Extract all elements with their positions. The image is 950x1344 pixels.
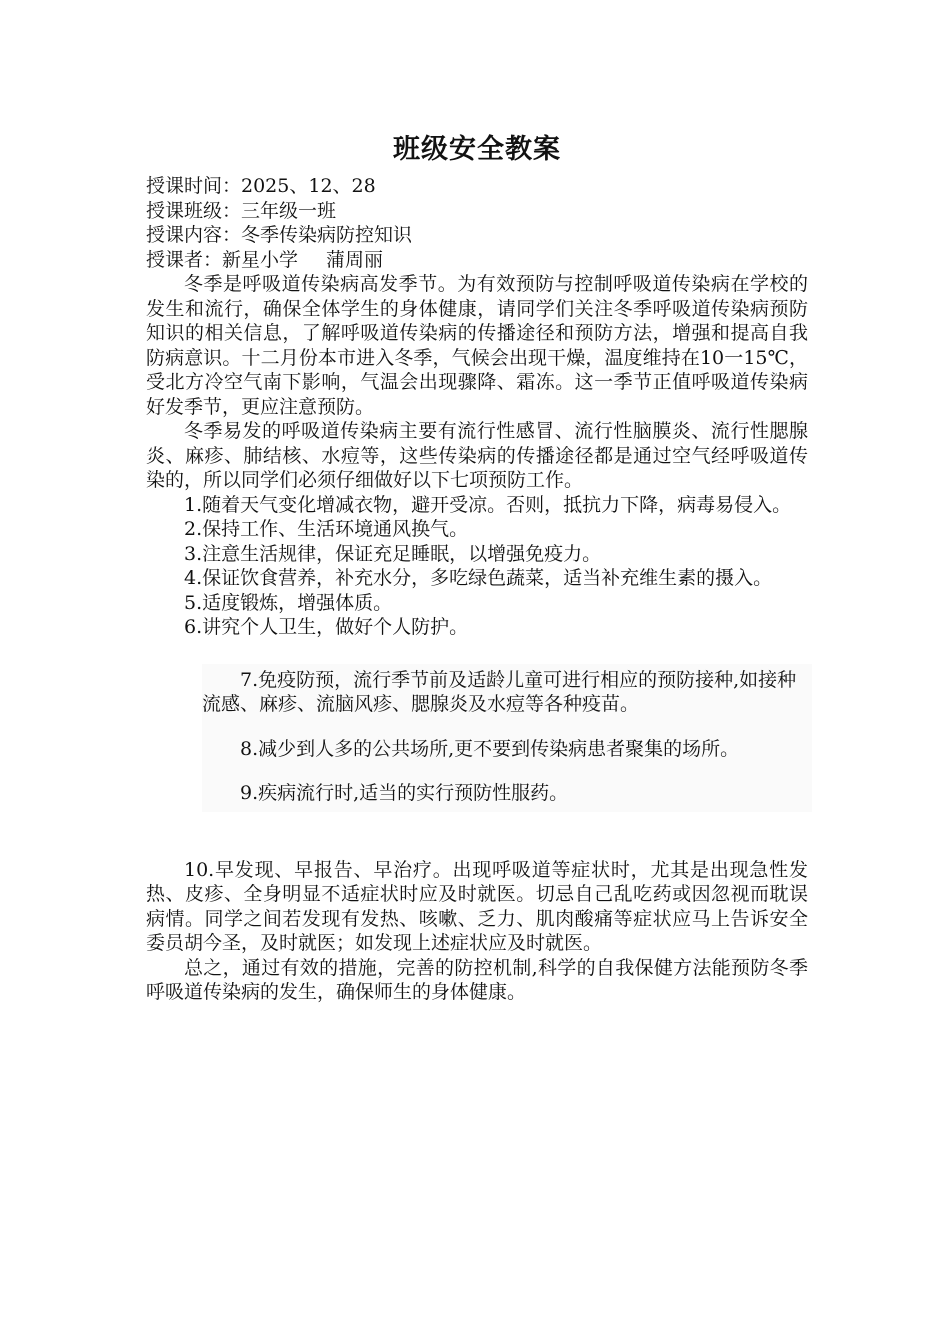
prevention-item-2: 2.保持工作、生活环境通风换气。 bbox=[184, 518, 469, 540]
prevention-item-3: 3.注意生活规律，保证充足睡眠，以增强免疫力。 bbox=[184, 542, 602, 565]
diseases-paragraph: 冬季易发的呼吸道传染病主要有流行性感冒、流行性脑膜炎、流行性腮腺炎、麻疹、肺结核、水痘等，这些传染病的传播途径都是通过空气经呼吸道传染的，所以同学们必须仔细做好以下七项预防工作。 bbox=[146, 420, 808, 491]
meta-teacher bbox=[146, 248, 808, 273]
conclusion-paragraph: 总之，通过有效的措施，完善的防控机制,科学的自我保健方法能预防冬季呼吸道传染病的发生，确保师生的身体健康。 bbox=[146, 956, 808, 1003]
intro-paragraph: 冬季是呼吸道传染病高发季节。为有效预防与控制呼吸道传染病在学校的发生和流行，确保全体学生的身体健康，请同学们关注冬季呼吸道传染病预防知识的相关信息，了解呼吸道传染病的传播途径和预防方法，增强和提高自我防病意识。十二月份本市进入冬季，气候会出现干燥，温度维持在10一15℃，受北方冷空气南下影响，气温会出现骤降、霜冻。这一季节正值呼吸道传染病好发季节，更应注意预防。 bbox=[146, 273, 808, 418]
prevention-item-4: 4.保证饮食营养，补充水分，多吃绿色蔬菜，适当补充维生素的摄入。 bbox=[184, 567, 773, 589]
prevention-item-8: 8.减少到人多的公共场所,更不要到传染病患者聚集的场所。 bbox=[240, 737, 740, 760]
prevention-item-1: 1.随着天气变化增减衣物，避开受凉。否则，抵抗力下降，病毒易侵入。 bbox=[184, 493, 792, 516]
meta-class: 授课班级：三年级一班 bbox=[146, 199, 337, 222]
document-title: 班级安全教案 bbox=[393, 134, 561, 165]
meta-content: 授课内容：冬季传染病防控知识 bbox=[146, 224, 413, 246]
shaded-item-box bbox=[202, 664, 812, 812]
document-page bbox=[146, 128, 808, 1005]
prevention-item-6: 6.讲究个人卫生，做好个人防护。 bbox=[184, 616, 469, 638]
meta-teacher-label: 授课者：新星小学 bbox=[146, 248, 299, 271]
meta-time: 授课时间：2025、12、28 bbox=[146, 175, 376, 197]
prevention-item-9: 9.疾病流行时,适当的实行预防性服药。 bbox=[240, 782, 569, 804]
prevention-item-7: 7.免疫防预，流行季节前及适龄儿童可进行相应的预防接种,如接种流感、麻疹、流脑风疹、腮腺炎及水痘等各种疫苗。 bbox=[202, 668, 797, 715]
prevention-item-5: 5.适度锻炼，增强体质。 bbox=[184, 591, 393, 614]
meta-teacher-name: 蒲周丽 bbox=[326, 248, 384, 271]
prevention-item-10: 10.早发现、早报告、早治疗。出现呼吸道等症状时，尤其是出现急性发热、皮疹、全身明显不适症状时应及时就医。切忌自己乱吃药或因忽视而耽误病情。同学之间若发现有发热、咳嗽、乏力、肌肉酸痛等症状应马上告诉安全委员胡今圣，及时就医；如发现上述症状应及时就医。 bbox=[146, 858, 808, 954]
